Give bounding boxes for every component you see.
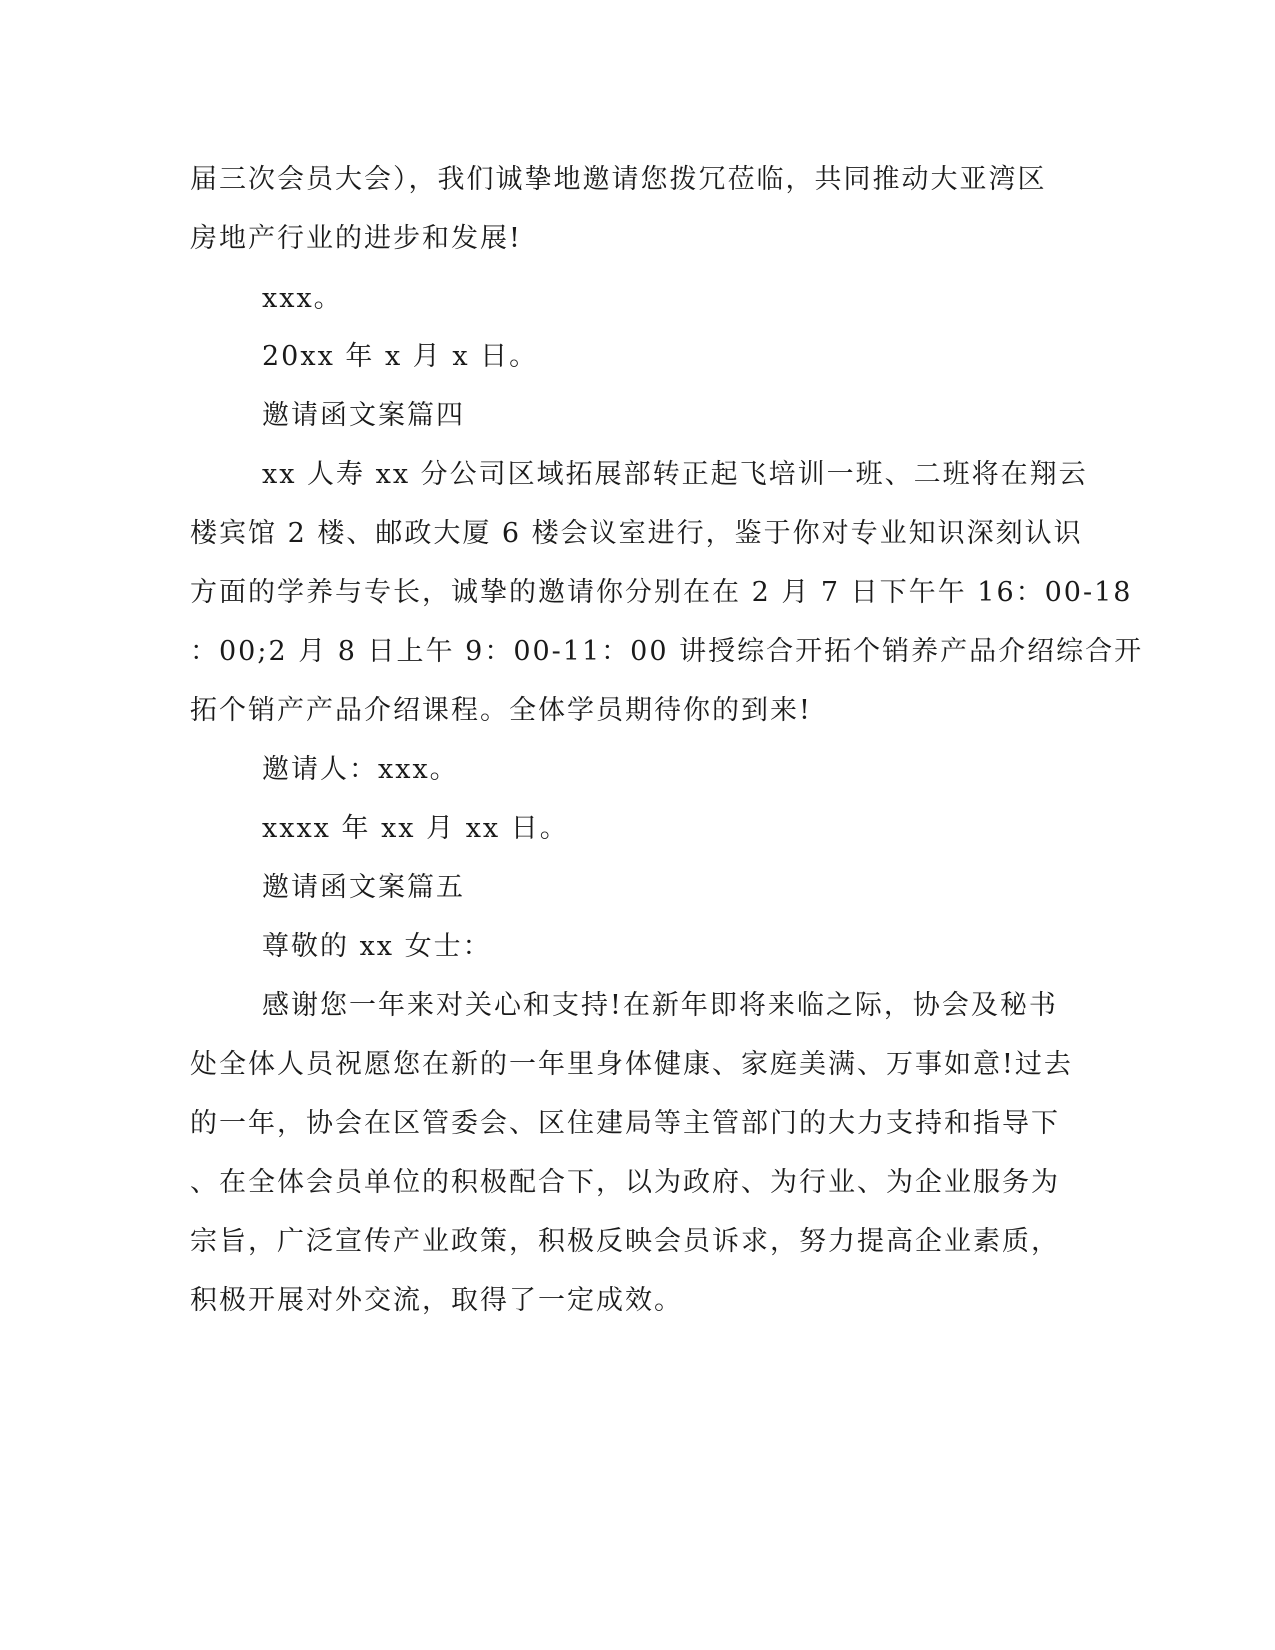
signature-line: 邀请人：xxx。 xyxy=(262,754,459,785)
body-text-line: 方面的学养与专长，诚挚的邀请你分别在在 2 月 7 日下午午 16：00-18 xyxy=(190,577,1133,608)
body-text-line: 房地产行业的进步和发展! xyxy=(190,223,522,254)
body-text-line: 、在全体会员单位的积极配合下，以为政府、为行业、为企业服务为 xyxy=(190,1167,1060,1198)
body-text-line: ：00;2 月 8 日上午 9：00-11：00 讲授综合开拓个销养产品介绍综合开 xyxy=(190,636,1144,667)
salutation-line: 尊敬的 xx 女士： xyxy=(262,931,492,962)
body-text-line: 的一年，协会在区管委会、区住建局等主管部门的大力支持和指导下 xyxy=(190,1108,1060,1139)
body-text-line: 积极开展对外交流，取得了一定成效。 xyxy=(190,1285,683,1316)
body-text-line: xx 人寿 xx 分公司区域拓展部转正起飞培训一班、二班将在翔云 xyxy=(262,459,1088,490)
body-text-line: 拓个销产产品介绍课程。全体学员期待你的到来! xyxy=(190,695,812,726)
date-line: 20xx 年 x 月 x 日。 xyxy=(262,341,539,372)
signature-line: xxx。 xyxy=(262,283,343,314)
body-text-line: 届三次会员大会），我们诚挚地邀请您拨冗莅临，共同推动大亚湾区 xyxy=(190,164,1047,195)
body-text-line: 处全体人员祝愿您在新的一年里身体健康、家庭美满、万事如意!过去 xyxy=(190,1049,1073,1080)
body-text-line: 楼宾馆 2 楼、邮政大厦 6 楼会议室进行，鉴于你对专业知识深刻认识 xyxy=(190,518,1083,549)
body-text-line: 宗旨，广泛宣传产业政策，积极反映会员诉求，努力提高企业素质， xyxy=(190,1226,1060,1257)
date-line: xxxx 年 xx 月 xx 日。 xyxy=(262,813,569,844)
section-heading: 邀请函文案篇四 xyxy=(262,400,465,431)
section-heading: 邀请函文案篇五 xyxy=(262,872,465,903)
body-text-line: 感谢您一年来对关心和支持!在新年即将来临之际，协会及秘书 xyxy=(262,990,1058,1021)
